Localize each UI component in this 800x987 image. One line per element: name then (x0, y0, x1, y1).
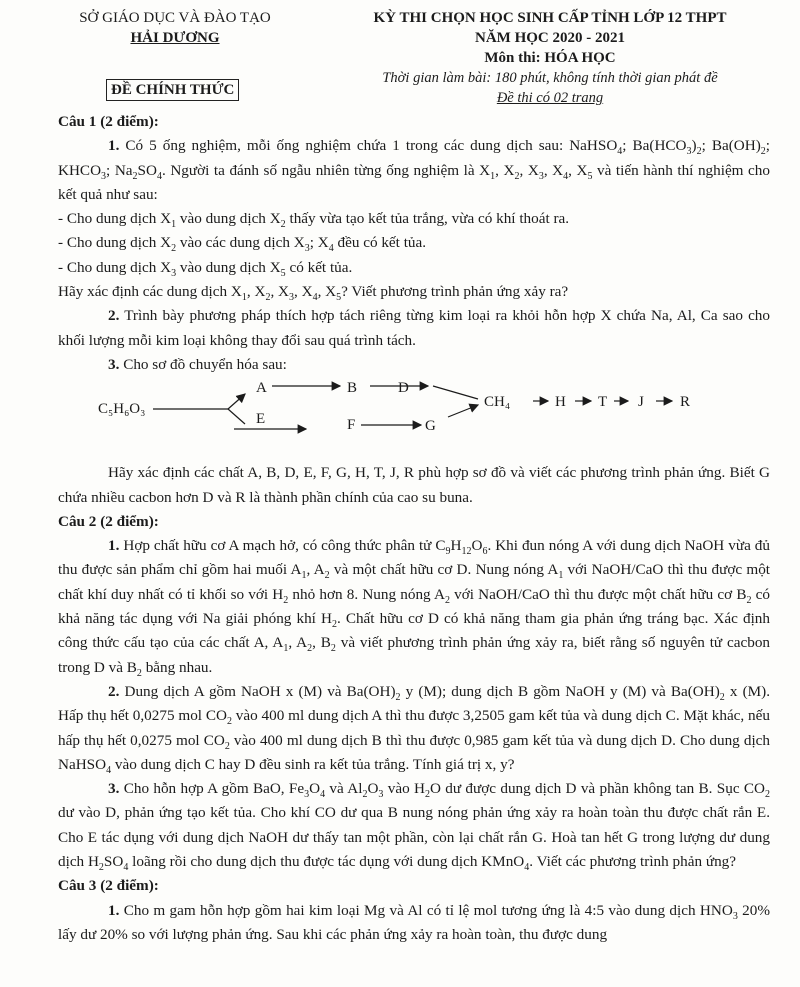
official-exam-badge: ĐỀ CHÍNH THỨC (106, 79, 239, 101)
page-count: Đề thi có 02 trang (496, 90, 604, 106)
scheme-H: H (555, 394, 566, 411)
arrow-to-A (228, 394, 245, 409)
conversion-scheme (58, 377, 770, 461)
scheme-svg (58, 377, 770, 461)
question-2-title: Câu 2 (2 điểm): (58, 512, 159, 530)
scheme-B: B (347, 380, 358, 397)
header-right (330, 8, 770, 108)
q1-part1: 1. Có 5 ống nghiệm, mỗi ống nghiệm chứa 1 trong các dung dịch sau: NaHSO$_4$; $Ba(HCO_3)_2$; $Ba(OH)_2$; $KHCO_3$; $Na_2SO_4$. Người ta đánh số ngẫu nhiên từng ống nghiệm là $X_1$, $X_2$, $X_3$, $X_4$, $X_5$ và tiến hành thí nghiệm cho kết quả như sau: (58, 137, 770, 203)
q3-part1: 1. Cho m gam hỗn hợp gồm hai kim loại Mg và Al có tỉ lệ mol tương ứng là 4:5 vào dung dịch $HNO_3$ 20% lấy dư 20% so với lượng phản ứng. Sau khi các phản ứng xảy ra hoàn toàn, thu được dung (58, 901, 770, 943)
line-D-to-merge (433, 386, 478, 399)
header-left (40, 8, 310, 48)
scheme-E: E (256, 411, 266, 428)
q1-part2: 2. Trình bày phương pháp thích hợp tách riêng từng kim loại ra khỏi hỗn hợp X chứa Na, Al, Ca sao cho khối lượng mỗi kim loại không thay đổi sau quá trình tách. (58, 307, 770, 349)
q1-experiment-1: - Cho dung dịch $X_1$ vào dung dịch $X_2$ thấy vừa tạo kết tủa trắng, vừa có khí thoát ra. (58, 210, 570, 231)
q1-part3-task: Hãy xác định các chất A, B, D, E, F, G, H, T, J, R phù hợp sơ đồ và viết các phương trình phản ứng. Biết G chứa nhiều cacbon hơn D và R là thành phần chính của cao su buna. (58, 464, 770, 506)
time-limit: Thời gian làm bài: 180 phút, không tính thời gian phát đề (382, 70, 718, 86)
province-name: HẢI DƯƠNG (130, 30, 220, 46)
q2-part3: 3. Cho hỗn hợp A gồm BaO, $Fe_3O_4$ và $Al_2O_3$ vào $H_2O$ dư được dung dịch D và phần không tan B. Sục $CO_2$ dư vào D, phản ứng tạo kết tủa. Cho khí CO dư qua B nung nóng phản ứng xảy ra hoàn toàn thu được chất rắn E. Cho E tác dụng với dung dịch NaOH dư thấy tan một phần, còn lại chất rắn G. Hoà tan hết G trong lượng dư dung dịch $H_2SO_4$ loãng rồi cho dung dịch thu được tác dụng với dung dịch KMnO$_4$. Viết các phương trình phản ứng? (58, 780, 770, 874)
exam-body (58, 110, 770, 947)
scheme-A: A (256, 380, 267, 397)
line-G-to-merge (448, 405, 478, 417)
q1-ask: Hãy xác định các dung dịch $X_1$, $X_2$, $X_3$, $X_4$, $X_5$? Viết phương trình phản ứng xảy ra? (58, 283, 569, 304)
scheme-D: D (398, 380, 409, 397)
scheme-CH4: CH₄ (484, 394, 511, 411)
q2-part2: 2. Dung dịch A gồm NaOH x (M) và $Ba(OH)_2$ y (M); dung dịch B gồm NaOH y (M) và $Ba(OH)_2$ x (M). Hấp thụ hết 0,0275 mol $CO_2$ vào 400 ml dung dịch A thì thu được 3,2505 gam kết tủa và dung dịch C. Mặt khác, nếu hấp thụ hết 0,0275 mol $CO_2$ vào 400 ml dung dịch B thì thu được 0,985 gam kết tủa và dung dịch D. Cho dung dịch NaHSO$_4$ vào dung dịch C hay D đều sinh ra kết tủa trắng. Tính giá trị x, y? (58, 682, 770, 776)
q1-part3: 3. Cho sơ đồ chuyển hóa sau: (108, 355, 287, 373)
subject-name: Môn thi: HÓA HỌC (484, 50, 616, 66)
q1-experiment-3: - Cho dung dịch $X_3$ vào dung dịch $X_5$ có kết tủa. (58, 258, 353, 279)
exam-title: KỲ THI CHỌN HỌC SINH CẤP TỈNH LỚP 12 THPT (373, 10, 727, 26)
scheme-F: F (347, 417, 356, 434)
department-name: SỞ GIÁO DỤC VÀ ĐÀO TẠO (79, 10, 271, 26)
scheme-J: J (638, 394, 644, 411)
q2-part1: 1. Hợp chất hữu cơ A mạch hở, có công thức phân tử $C_9H_{12}O_6$. Khi đun nóng A với dung dịch NaOH vừa đủ thu được sản phẩm chỉ gồm hai muối $A_1$, $A_2$ và một chất hữu cơ D. Nung nóng $A_1$ với NaOH/CaO thì thu được một chất khí duy nhất có tỉ khối so với $H_2$ nhỏ hơn 8. Nung nóng $A_2$ với NaOH/CaO thì thu được một chất hữu cơ $B_2$ có khả năng tác dụng với Na giải phóng khí $H_2$. Chất hữu cơ D có khả năng tham gia phản ứng tráng bạc. Xác định công thức cấu tạo của các chất A, $A_1$, $A_2$, $B_2$ và viết phương trình phản ứng xảy ra, biết rằng số nguyên tử cacbon trong D và $B_2$ bằng nhau. (58, 537, 771, 679)
question-1-title: Câu 1 (2 điểm): (58, 113, 159, 130)
scheme-R: R (680, 394, 691, 411)
question-3-title: Câu 3 (2 điểm): (58, 877, 159, 895)
scheme-T: T (598, 394, 608, 411)
q1-experiment-2: - Cho dung dịch $X_2$ vào các dung dịch $X_3$; $X_4$ đều có kết tủa. (58, 234, 427, 255)
branch-to-E (228, 409, 245, 424)
school-year: NĂM HỌC 2020 - 2021 (475, 30, 625, 46)
scheme-start: C₅H₆O₃ (98, 401, 146, 418)
scheme-G: G (425, 418, 436, 435)
